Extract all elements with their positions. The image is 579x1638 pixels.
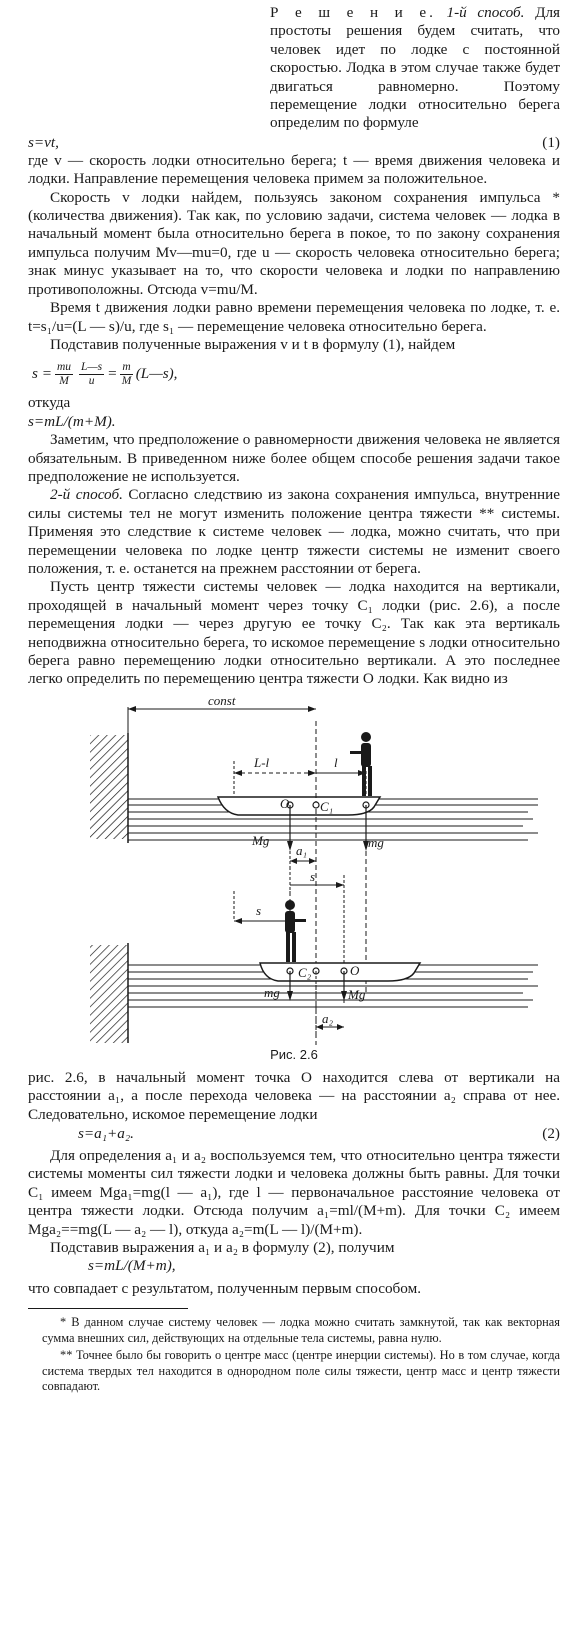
fraction-m-M: [120, 361, 132, 388]
paragraph-figure: рис. 2.6, в начальный момент точка O находится слева от вертикали на расстоянии a₁, а после перехода человека — на расстоянии a₂ справа от нее. Следовательно, искомое перемещение лодки: [28, 1068, 560, 1123]
equation-2-number: (2): [542, 1125, 560, 1143]
intro-text: Для простоты решения будем считать, что человек идет по лодке с постоянной скоростью. Лодка в этом случае также будет двигаться равномерно. Поэтому перемещение лодки относительно берега определим по формуле: [270, 4, 561, 132]
person-top-icon: [350, 732, 372, 796]
label-mg-bottom: mg: [264, 984, 280, 1000]
footnote-1: * В данном случае систему человек — лодка можно считать замкнутой, так как векторная сумма внешних сил, действующих на отдельные тела системы, равна нулю.: [42, 1315, 560, 1345]
paragraph-method-2: [28, 486, 560, 578]
label-O-top: O: [280, 795, 290, 811]
label-L-minus-l: L-l: [254, 754, 270, 770]
boat-bottom: [260, 963, 420, 981]
result-equation: s=mL/(m+M).: [28, 412, 116, 430]
footnote-2: ** Точнее было бы говорить о центре масс (центре инерции системы). Но в том случае, когда система твердых тел находится в однородном поле силы тяжести, центр масс и центр тяжести совпадают.: [42, 1348, 560, 1394]
page: [28, 4, 560, 1397]
equation-1-formula: s=vt,: [28, 133, 59, 151]
frac-s: s =: [32, 365, 52, 383]
person-bottom-icon: [285, 900, 306, 962]
label-s-mid: s: [310, 868, 316, 884]
paragraph-substitute: Подставив полученные выражения v и t в формулу (1), найдем: [50, 335, 456, 353]
label-a1: a₁: [296, 842, 308, 858]
label-mg-top: mg: [368, 834, 384, 850]
fraction-equation: [32, 354, 560, 394]
paragraph-coincide: что совпадает с результатом, полученным первым способом.: [28, 1279, 421, 1297]
otkuda-text: откуда: [28, 394, 71, 412]
equation-1: [28, 133, 560, 152]
frac-num: L—s: [81, 360, 103, 373]
figure-caption: Рис. 2.6: [270, 1046, 318, 1062]
label-O-bottom: O: [350, 962, 360, 978]
fraction-mu-M: [55, 361, 73, 388]
bank-bottom: [90, 945, 128, 1043]
method-2-text: Согласно следствию из закона сохранения импульса, внутренние силы системы тел не могут изменить положение центра тяжести ** системы. Применяя это следствие к системе человек — лодка, можно считать, что при перемещении человека по лодке центр тяжести системы не изменит своего положения, т. е. останется на прежнем расстоянии от берега.: [28, 486, 560, 577]
paragraph-center: Пусть центр тяжести системы человек — лодка находится на вертикали, проходящей в начальный момент через точку C₁ лодки (рис. 2.6), а после перемещения лодки — через другую ее точку C₂. Так как эта вертикаль неподвижна относительно берега, то искомое перемещение s лодки относительно берега равно перемещению лодки относительно вертикали. А это последнее легко определить по перемещению центра тяжести O лодки. Как видно из: [28, 578, 560, 688]
paragraph-time: Время t движения лодки равно времени перемещения человека по лодке, т. е. t=s₁/u=(L — s)/u, где s₁ — перемещение человека относительно берега.: [28, 299, 560, 335]
equation-2-formula: s=a₁+a₂.: [78, 1125, 134, 1143]
frac-den: M: [121, 374, 132, 387]
paragraph-note: Заметим, что предположение о равномерности движения человека не является обязательным. В приведенном ниже более общем способе решения задачи такое предположение не используется.: [28, 431, 560, 485]
solution-intro: [270, 4, 560, 133]
paragraph-where: где v — скорость лодки относительно берега; t — время движения человека и лодки. Направление перемещения человека примем за положительное.: [28, 151, 560, 188]
paragraph-speed: Скорость v лодки найдем, пользуясь законом сохранения импульса * (количества движения). Так как, по условию задачи, система человек — лодка в начальный момент была относительно берега в покое, то по закону сохранения импульса получим Mv—mu=0, где u — скорость человека относительно берега; знак минус указывает на то, что скорости человека и лодки по направлению противоположны. Отсюда v=mu/M.: [28, 188, 560, 298]
frac-tail: (L—s),: [135, 365, 178, 383]
method-2-label: 2-й способ.: [50, 486, 123, 504]
paragraph-substitute-2: Подставив выражения a₁ и a₂ в формулу (2), получим: [50, 1239, 395, 1257]
frac-den: M: [59, 374, 69, 387]
equation-2: [28, 1124, 560, 1143]
solution-heading: Р е ш е н и е.: [270, 4, 436, 21]
label-const: const: [208, 694, 236, 708]
frac-num: m: [122, 360, 131, 373]
fraction-Ls-u: [79, 361, 104, 388]
label-a2: a₂: [322, 1010, 334, 1026]
frac-eq: =: [107, 365, 118, 383]
label-C2: C₂: [298, 964, 312, 980]
figure-2-6: [28, 695, 560, 1069]
frac-num: mu: [56, 360, 72, 373]
footnote-rule: [28, 1308, 188, 1309]
label-s-bottom: s: [256, 902, 262, 918]
boat-top: [218, 797, 380, 815]
method-1-label: 1-й способ.: [446, 4, 525, 21]
equation-1-number: (1): [542, 133, 560, 151]
final-equation: s=mL/(M+m),: [88, 1257, 176, 1275]
bank-top: [90, 735, 128, 839]
boat-diagram: [28, 695, 560, 1045]
label-Mg-bottom: Mg: [348, 986, 366, 1002]
frac-den: u: [88, 374, 95, 387]
label-C1: C₁: [320, 798, 334, 814]
paragraph-moments: Для определения a₁ и a₂ воспользуемся тем, что относительно центра тяжести системы моменты сил тяжести лодки и человека должны быть равны. Для точки C₁ имеем Mga₁=mg(l — a₁), где l — первоначальное расстояние человека от центра тяжести лодки. Отсюда получим a₁=ml/(M+m). Для точки C₂ имеем Mga₂==mg(L — a₂ — l), откуда a₂=m(L — l)/(M+m).: [28, 1147, 560, 1238]
label-l: l: [334, 754, 338, 770]
label-Mg-top: Mg: [252, 832, 270, 848]
